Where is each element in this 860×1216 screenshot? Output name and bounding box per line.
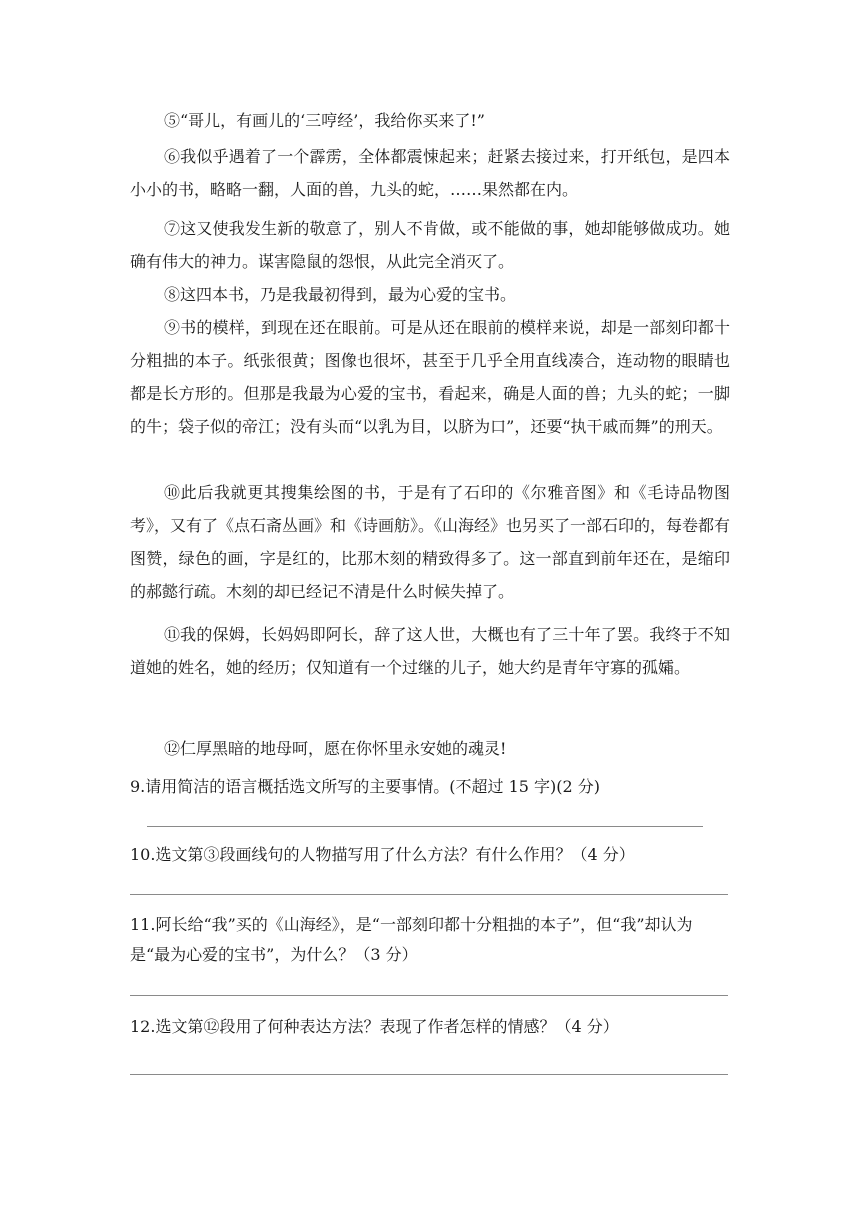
paragraph-12: ⑫仁厚黑暗的地母呵，愿在你怀里永安她的魂灵! <box>164 739 507 758</box>
question-9: 9.请用简洁的语言概括选文所写的主要事情。(不超过 15 字)(2 分) <box>130 777 601 796</box>
paragraph-11: ⑪我的保姆，长妈妈即阿长，辞了这人世，大概也有了三十年了罢。我终于不知道她的姓名，她的经历；仅知道有一个过继的儿子，她大约是青年守寡的孤孀。 <box>130 625 730 677</box>
paragraph-6: ⑥我似乎遇着了一个霹雳，全体都震悚起来；赶紧去接过来，打开纸包，是四本小小的书，略略一翻，人面的兽，九头的蛇，……果然都在内。 <box>130 147 730 199</box>
question-10: 10.选文第③段画线句的人物描写用了什么方法？有什么作用？（4 分） <box>130 845 635 864</box>
paragraph-10: ⑩此后我就更其搜集绘图的书，于是有了石印的《尔雅音图》和《毛诗品物图考》，又有了《点石斋丛画》和《诗画舫》。《山海经》也另买了一部石印的，每卷都有图赞，绿色的画，字是红的，比那木刻的精致得多了。这一部直到前年还在，是缩印的郝懿行疏。木刻的却已经记不清是什么时候失掉了。 <box>130 483 731 601</box>
question-11: 11.阿长给“我”买的《山海经》，是“一部刻印都十分粗拙的本子”，但“我”却认为是“最为心爱的宝书”，为什么？（3 分） <box>130 915 693 964</box>
answer-line-9[interactable] <box>147 826 703 827</box>
paragraph-7: ⑦这又使我发生新的敬意了，别人不肯做，或不能做的事，她却能够做成功。她确有伟大的神力。谋害隐鼠的怨恨，从此完全消灭了。 <box>130 219 730 271</box>
paragraph-5: ⑤“哥儿，有画儿的‘三哼经’，我给你买来了!” <box>164 111 485 130</box>
paragraph-9: ⑨书的模样，到现在还在眼前。可是从还在眼前的模样来说，却是一部刻印都十分粗拙的本子。纸张很黄；图像也很坏，甚至于几乎全用直线凑合，连动物的眼睛也都是长方形的。但那是我最为心爱的宝书，看起来，确是人面的兽；九头的蛇；一脚的牛；袋子似的帝江；没有头而“以乳为目，以脐为口”，还要“执干戚而舞”的刑天。 <box>130 318 730 436</box>
answer-line-11[interactable] <box>130 995 728 996</box>
paragraph-8: ⑧这四本书，乃是我最初得到，最为心爱的宝书。 <box>164 285 517 304</box>
answer-line-10[interactable] <box>130 894 728 895</box>
answer-line-12[interactable] <box>130 1074 728 1075</box>
question-12: 12.选文第⑫段用了何种表达方法？表现了作者怎样的情感？（4 分） <box>130 1017 619 1036</box>
